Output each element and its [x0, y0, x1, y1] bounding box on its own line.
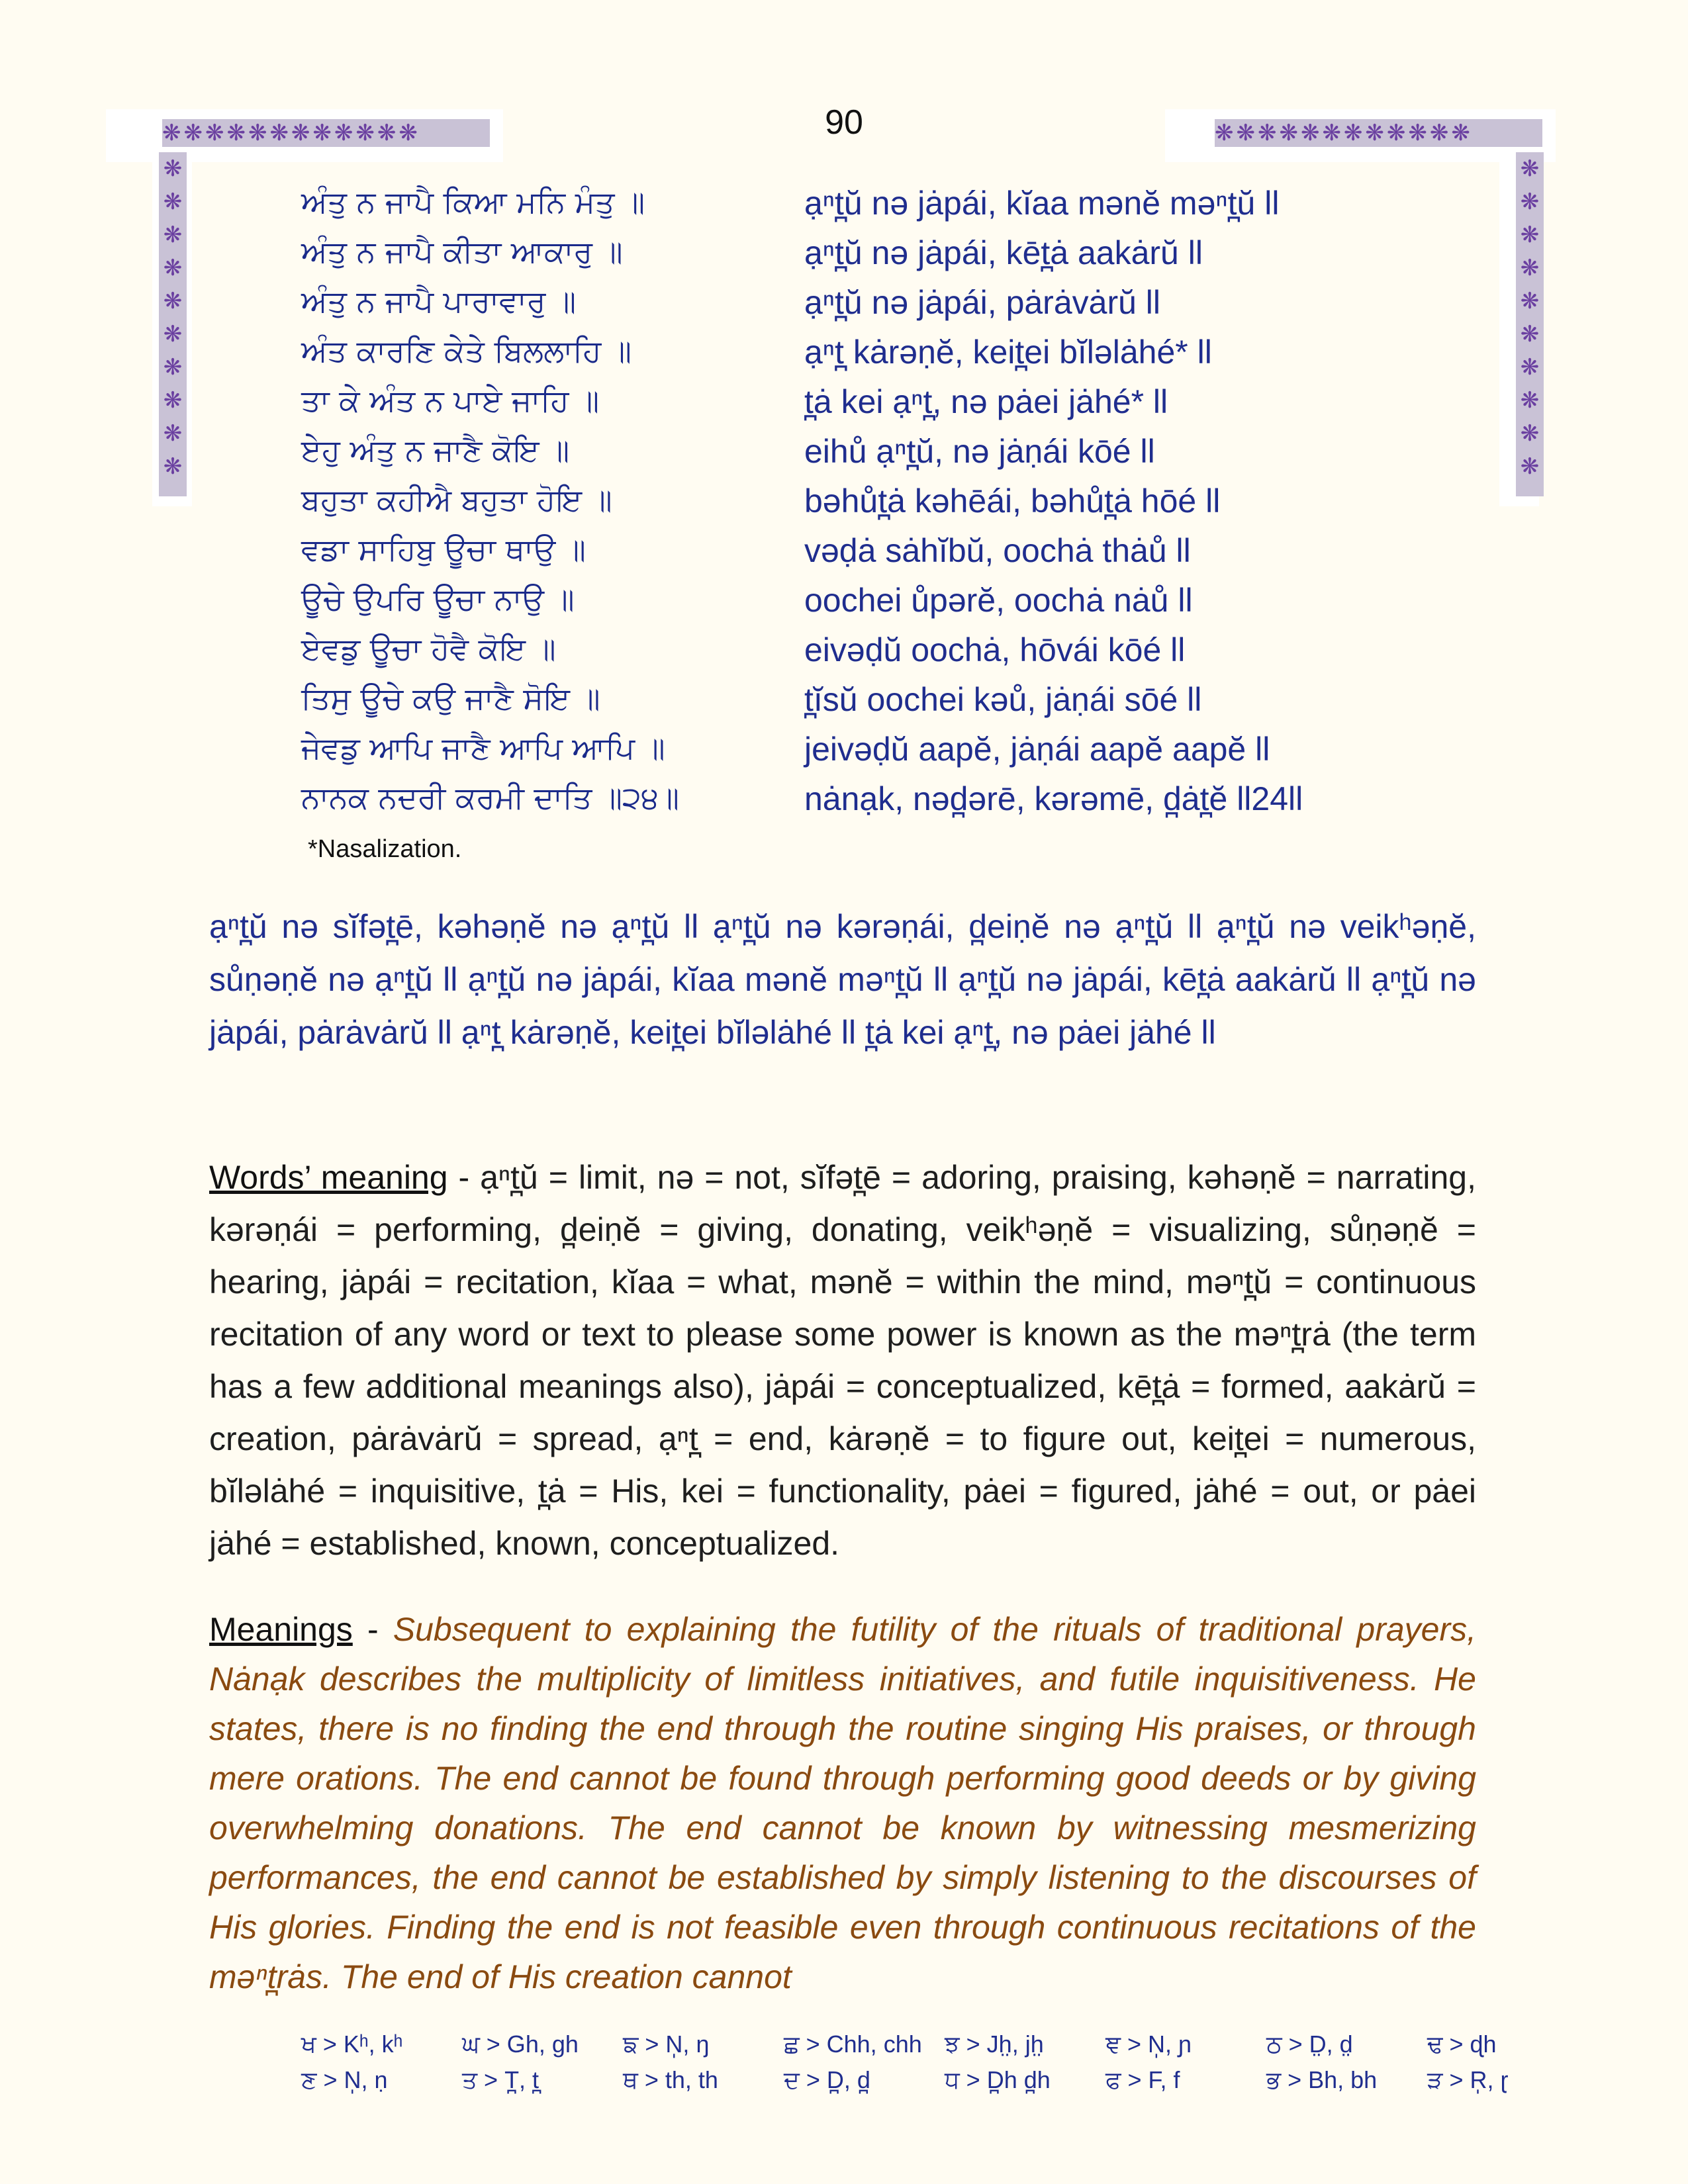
legend-item: ਧ > D̪h d̪h: [945, 2066, 1051, 2093]
legend-item: ਝ > Jh̤, jh̤: [945, 2030, 1044, 2058]
verse-gurmukhi: ਜੇਵਡੁ ਆਪਿ ਜਾਣੈ ਆਪਿ ਆਪਿ ॥: [301, 730, 665, 766]
legend-item: ਥ > th, th: [623, 2066, 718, 2093]
meanings-section: [209, 1605, 1476, 2002]
legend-item: ਠ > D̤, d̤: [1266, 2030, 1353, 2058]
verse-gurmukhi: ਏਹੁ ਅੰਤੁ ਨ ਜਾਣੈ ਕੋਇ ॥: [301, 432, 570, 468]
legend-item: ਘ > Gh, gh: [462, 2030, 579, 2058]
verse-gurmukhi: ਏਵਡੁ ਊਚਾ ਹੋਵੈ ਕੋਇ ॥: [301, 631, 556, 666]
legend-item: ਣ > N̩, ṇ: [301, 2066, 388, 2093]
verse-gurmukhi: ਤਿਸੁ ਊਚੇ ਕਉ ਜਾਣੈ ਸੋਇ ॥: [301, 680, 600, 716]
left-flower-border: ❋ ❋ ❋ ❋ ❋ ❋ ❋ ❋ ❋ ❋: [159, 152, 187, 496]
verse-translit: eihů ạⁿt̪ŭ, nə jȧṇái kōé ll: [804, 433, 1155, 470]
verse-translit: jeivəḍŭ aapĕ, jȧṇái aapĕ aapĕ ll: [804, 731, 1270, 768]
verse-gurmukhi: ਵਡਾ ਸਾਹਿਬੁ ਊਚਾ ਥਾਉ ॥: [301, 531, 586, 567]
legend-item: ਛ > Chh, chh: [784, 2030, 922, 2058]
verse-gurmukhi: ਊਚੇ ਉਪਰਿ ਊਚਾ ਨਾਉ ॥: [301, 581, 575, 617]
legend-item: ਙ > N̩, ŋ: [623, 2030, 710, 2058]
verse-translit: bəhůt̪ȧ kəhēái, bəhůt̪ȧ hōé ll: [804, 482, 1221, 520]
verse-gurmukhi: ਤਾ ਕੇ ਅੰਤ ਨ ਪਾਏ ਜਾਹਿ ॥: [301, 383, 600, 418]
top-left-flower-border: ❋❋❋❋❋❋❋❋❋❋❋❋: [162, 119, 490, 147]
words-meaning-section: [209, 1152, 1476, 1570]
words-meaning-heading: Words’ meaning: [209, 1159, 448, 1196]
meanings-heading: Meanings: [209, 1611, 353, 1648]
verse-translit: eivəḍŭ oochȧ, hōvái kōé ll: [804, 631, 1186, 668]
verse-gurmukhi: ਅੰਤੁ ਨ ਜਾਪੈ ਪਾਰਾਵਾਰੁ ॥: [301, 283, 577, 319]
right-flower-border: ❋ ❋ ❋ ❋ ❋ ❋ ❋ ❋ ❋ ❋: [1516, 152, 1544, 496]
verse-translit: ạⁿt̪ kȧrəṇĕ, keit̪ei bĭləlȧhé* ll: [804, 334, 1212, 371]
pronunciation-legend-row-2: [301, 2066, 1588, 2095]
verse-translit: oochei ůpərĕ, oochȧ nȧů ll: [804, 582, 1193, 619]
legend-item: ਤ > T̪, t̪: [462, 2066, 539, 2093]
verse-translit: nȧnạk, nəd̪ərē, kərəmē, d̪ȧt̪ĕ ll24ll: [804, 780, 1303, 817]
legend-item: ਖ > Kʰ, kʰ: [301, 2030, 403, 2058]
legend-item: ਞ > N̩, ɲ: [1105, 2030, 1192, 2058]
heading-dash: -: [447, 1159, 481, 1196]
legend-item: ਦ > D̪, d̪: [784, 2066, 870, 2093]
transliteration-paragraph: ạⁿt̪ŭ nə sĭfət̪ē, kəhəṇĕ nə ạⁿt̪ŭ ll ạⁿt̪ŭ nə kərəṇái, d̪eiṇĕ nə ạⁿt̪ŭ ll ạⁿt̪ŭ nə veikʰəṇĕ, sůṇəṇĕ nə ạⁿt̪ŭ ll ạⁿt̪ŭ nə jȧpái, kĭaa mənĕ məⁿt̪ŭ ll ạⁿt̪ŭ nə jȧpái, kēt̪ȧ aakȧrŭ ll ạⁿt̪ŭ nə jȧpái, pȧrȧvȧrŭ ll ạⁿt̪ kȧrəṇĕ, keit̪ei bĭləlȧhé ll t̪ȧ kei ạⁿt̪, nə pȧei jȧhé ll: [209, 908, 1476, 1051]
legend-item: ਭ > Bh, bh: [1266, 2066, 1378, 2093]
verse-translit: t̪ĭsŭ oochei kəů, jȧṇái sōé ll: [804, 681, 1202, 718]
verse-gurmukhi: ਅੰਤੁ ਨ ਜਾਪੈ ਕਿਆ ਮਨਿ ਮੰਤੁ ॥: [301, 184, 645, 220]
heading-dash: -: [352, 1611, 393, 1648]
verse-gurmukhi: ਅੰਤ ਕਾਰਣਿ ਕੇਤੇ ਬਿਲਲਾਹਿ ॥: [301, 333, 632, 369]
legend-item: ਢ > ɖh: [1427, 2030, 1497, 2058]
verse-gurmukhi: ਬਹੁਤਾ ਕਹੀਐ ਬਹੁਤਾ ਹੋਇ ॥: [301, 482, 612, 518]
meanings-text: Subsequent to explaining the futility of the rituals of traditional prayers, Nȧnạk describes the multiplicity of limitless initiatives, and futile inquisitiveness. He states, there is no finding the end through the routine singing His praises, or through mere orations. The end cannot be found through performing good deeds or by giving overwhelming donations. The end cannot be known by witnessing mesmerizing performances, the end cannot be established by simply listening to the discourses of His glories. Finding the end is not feasible even through continuous recitations of the məⁿt̪rȧs. The end of His creation cannot: [209, 1611, 1477, 1995]
verse-translit: ạⁿt̪ŭ nə jȧpái, kēt̪ȧ aakȧrŭ ll: [804, 234, 1203, 271]
top-right-flower-border: ❋❋❋❋❋❋❋❋❋❋❋❋: [1215, 119, 1542, 147]
verse-translit: ạⁿt̪ŭ nə jȧpái, kĭaa mənĕ məⁿt̪ŭ ll: [804, 185, 1280, 222]
verse-gurmukhi: ਨਾਨਕ ਨਦਰੀ ਕਰਮੀ ਦਾਤਿ ॥੨੪॥: [301, 780, 680, 815]
legend-item: ਫ > F, f: [1105, 2066, 1180, 2093]
pronunciation-legend-row-1: [301, 2030, 1588, 2059]
legend-item: ੜ > R̩, ɽ: [1427, 2066, 1509, 2093]
nasalization-note: *Nasalization.: [308, 835, 462, 863]
page-number: 90: [825, 103, 863, 142]
verse-gurmukhi: ਅੰਤੁ ਨ ਜਾਪੈ ਕੀਤਾ ਆਕਾਰੁ ॥: [301, 234, 623, 269]
words-meaning-text: ạⁿt̪ŭ = limit, nə = not, sĭfət̪ē = adoring, praising, kəhəṇĕ = narrating, kərəṇái = performing, d̪eiṇĕ = giving, donating, veikʰəṇĕ = visualizing, sůṇəṇĕ = hearing, jȧpái = recitation, kĭaa = what, mənĕ = within the mind, məⁿt̪ŭ = continuous recitation of any word or text to please some power is known as the məⁿt̪rȧ (the term has a few additional meanings also), jȧpái = conceptualized, kēt̪ȧ = formed, aakȧrŭ = creation, pȧrȧvȧrŭ = spread, ạⁿt̪ = end, kȧrəṇĕ = to figure out, keit̪ei = numerous, bĭləlȧhé = inquisitive, t̪ȧ = His, kei = functionality, pȧei = figured, jȧhé = out, or pȧei jȧhé = established, known, conceptualized.: [209, 1159, 1477, 1562]
verse-translit: vəḍȧ sȧhĭbŭ, oochȧ thȧů ll: [804, 532, 1191, 569]
verse-translit: t̪ȧ kei ạⁿt̪, nə pȧei jȧhé* ll: [804, 383, 1168, 420]
verse-translit: ạⁿt̪ŭ nə jȧpái, pȧrȧvȧrŭ ll: [804, 284, 1161, 321]
